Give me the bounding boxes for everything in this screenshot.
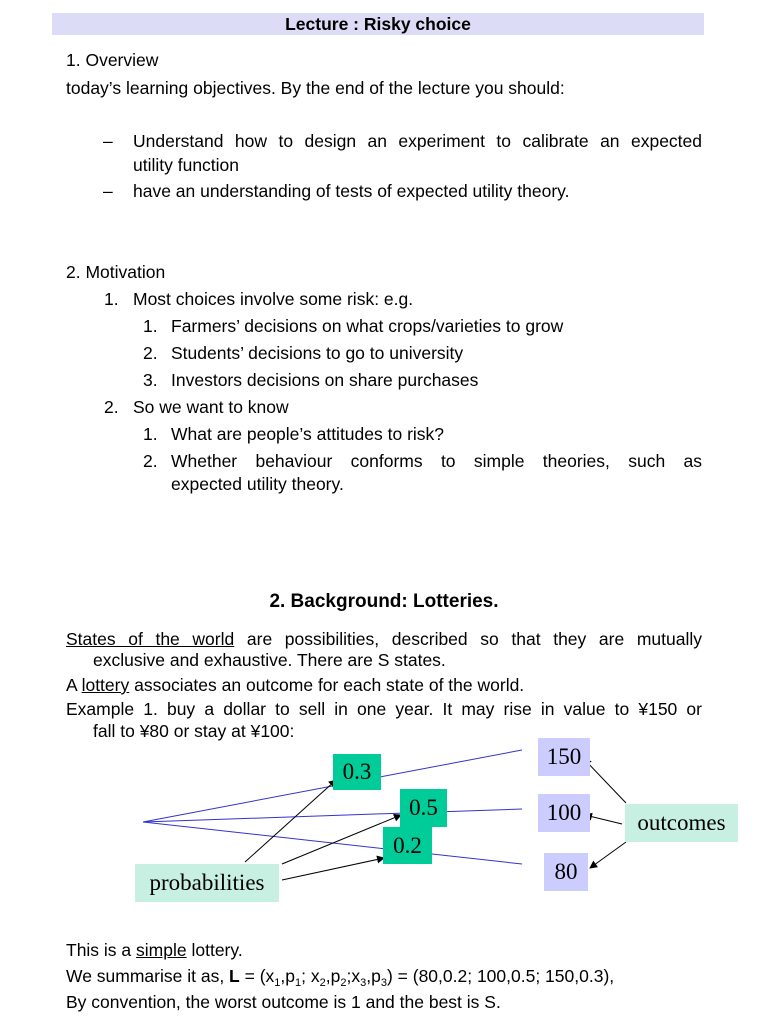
probability-box-0.2: 0.2 bbox=[383, 827, 432, 864]
summary-formula bbox=[66, 966, 614, 987]
sub-item: Students’ decisions to go to university bbox=[171, 343, 464, 363]
summary-pre: We summarise it as, bbox=[66, 966, 230, 986]
probability-box-0.3: 0.3 bbox=[333, 754, 381, 790]
probabilities-label: probabilities bbox=[135, 864, 279, 902]
sub-item-line2: expected utility theory. bbox=[171, 474, 344, 494]
overview-heading: 1. Overview bbox=[66, 50, 159, 70]
motivation-heading: 2. Motivation bbox=[66, 262, 166, 282]
list-number: 1. bbox=[143, 316, 158, 336]
example-line1: Example 1. buy a dollar to sell in one year. It may rise in value to ¥150 or bbox=[66, 699, 702, 719]
states-text: are possibilities, described so that they are mutually bbox=[234, 629, 702, 649]
objective-2: have an understanding of tests of expected utility theory. bbox=[133, 181, 570, 201]
probability-box-0.5: 0.5 bbox=[400, 789, 447, 827]
formula-part: ,p bbox=[280, 966, 296, 986]
arrow-to-100 bbox=[585, 815, 622, 824]
objective-1-line1: Understand how to design an experiment to calibrate an expected bbox=[133, 131, 702, 151]
subscript: 1 bbox=[274, 977, 281, 989]
states-paragraph-line2: exclusive and exhaustive. There are S states. bbox=[93, 650, 446, 670]
subscript: 2 bbox=[340, 977, 347, 989]
example-line2: fall to ¥80 or stay at ¥100: bbox=[93, 721, 295, 741]
list-number: 1. bbox=[104, 289, 119, 309]
formula-rest: ) = (80,0.2; 100,0.5; 150,0.3), bbox=[386, 966, 615, 986]
simple-post: lottery. bbox=[186, 940, 243, 960]
subscript: 3 bbox=[380, 977, 387, 989]
formula-part: ,p bbox=[325, 966, 341, 986]
sub-item: What are people’s attitudes to risk? bbox=[171, 424, 445, 444]
simple-lottery-line bbox=[66, 940, 243, 961]
subscript: 1 bbox=[295, 977, 302, 989]
subscript: 3 bbox=[360, 977, 367, 989]
objective-1-line2: utility function bbox=[133, 155, 240, 175]
states-term: States of the world bbox=[66, 629, 235, 649]
outcome-box-150: 150 bbox=[538, 738, 590, 776]
arrow-to-150 bbox=[584, 759, 626, 803]
lottery-symbol: L bbox=[229, 966, 240, 986]
outcomes-label: outcomes bbox=[625, 804, 738, 842]
lottery-pre: A bbox=[66, 675, 82, 695]
convention-line: By convention, the worst outcome is 1 and the best is S. bbox=[66, 992, 501, 1012]
list-number: 3. bbox=[143, 370, 158, 390]
list-number: 1. bbox=[143, 424, 158, 444]
arrow-to-0.2 bbox=[282, 858, 384, 880]
formula-part: ;x bbox=[346, 966, 361, 986]
motivation-point-2: So we want to know bbox=[133, 397, 289, 417]
bullet-dash: – bbox=[103, 181, 113, 201]
overview-intro: today’s learning objectives. By the end of the lecture you should: bbox=[66, 78, 565, 98]
lottery-term: lottery bbox=[81, 675, 130, 695]
formula-part: ; x bbox=[301, 966, 320, 986]
section-heading: 2. Background: Lotteries. bbox=[269, 591, 499, 612]
lottery-post: associates an outcome for each state of the world. bbox=[129, 675, 525, 695]
list-number: 2. bbox=[143, 451, 158, 471]
formula-part: ,p bbox=[366, 966, 381, 986]
outcome-box-80: 80 bbox=[544, 853, 588, 891]
subscript: 2 bbox=[319, 977, 326, 989]
sub-item: Farmers’ decisions on what crops/varieties to grow bbox=[171, 316, 564, 336]
motivation-point-1: Most choices involve some risk: e.g. bbox=[133, 289, 414, 309]
list-number: 2. bbox=[104, 397, 119, 417]
arrow-to-0.3 bbox=[245, 780, 336, 862]
simple-pre: This is a bbox=[66, 940, 137, 960]
formula-part: = (x bbox=[239, 966, 275, 986]
outcome-box-100: 100 bbox=[538, 794, 590, 832]
list-number: 2. bbox=[143, 343, 158, 363]
simple-term: simple bbox=[136, 940, 187, 960]
sub-item-line1: Whether behaviour conforms to simple theories, such as bbox=[171, 451, 702, 471]
bullet-dash: – bbox=[103, 131, 113, 151]
sub-item: Investors decisions on share purchases bbox=[171, 370, 479, 390]
page-title: Lecture : Risky choice bbox=[52, 13, 704, 35]
arrow-to-80 bbox=[590, 842, 626, 868]
